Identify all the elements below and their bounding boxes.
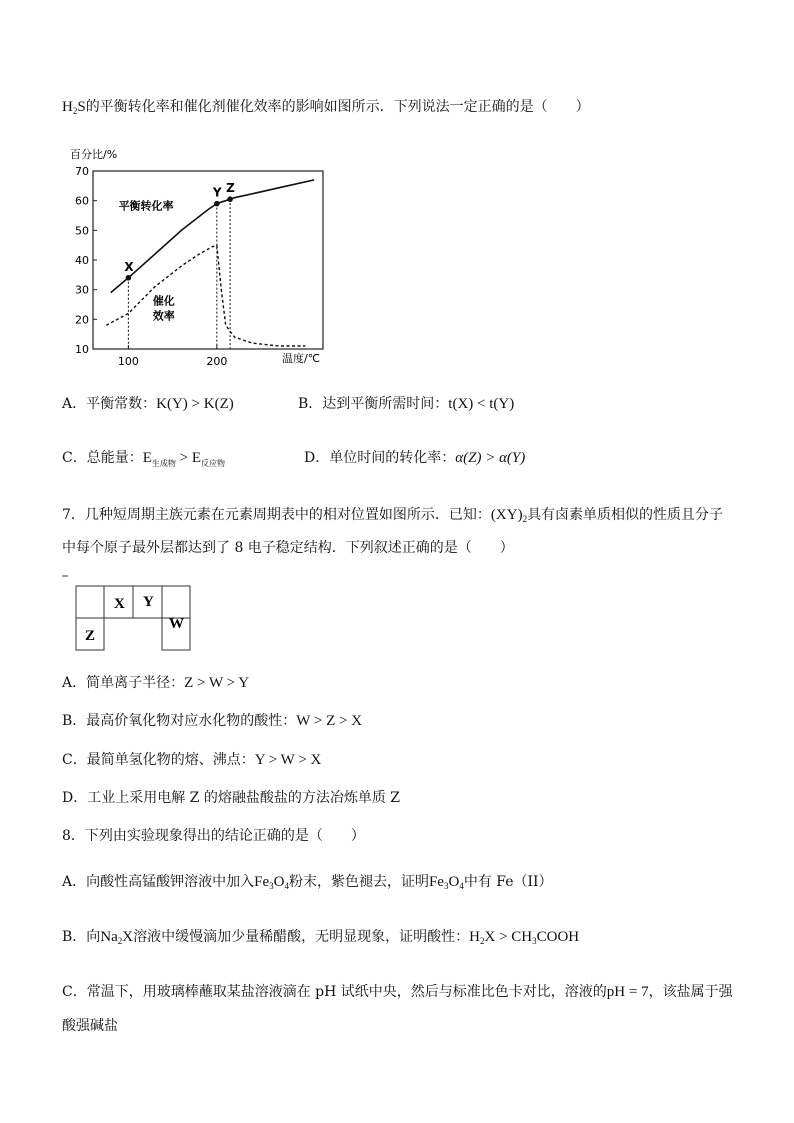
q8-option-c-line1: C．常温下，用玻璃棒蘸取某盐溶液滴在 pH 试纸中央，然后与标准比色卡对比，溶液的pH = 7，该盐属于强 [62, 984, 733, 1000]
q6-option-b: B．达到平衡所需时间：t(X) < t(Y) [298, 396, 515, 412]
x-tick-label: 200 [206, 355, 228, 368]
point-y [214, 201, 220, 207]
y-tick-label: 30 [75, 283, 89, 297]
point-label-x: X [124, 259, 134, 274]
point-label-z: Z [226, 181, 235, 196]
y-tick-label: 10 [75, 343, 89, 356]
q7-option-a: A．简单离子半径：Z > W > Y [62, 675, 250, 691]
cell-label-x: X [114, 596, 125, 612]
point-label-y: Y [212, 185, 222, 200]
q8-option-b: B．向$Na_2X$溶液中缓慢滴加少量稀醋酸，无明显现象，证明酸性：$H_2X$ > $CH_3COOH$ [62, 929, 580, 946]
chart-annotation: 效率 [152, 309, 175, 323]
y-tick-label: 60 [75, 194, 89, 208]
h2s-formula: $H_2S$ [62, 99, 86, 116]
q7-option-c: C．最简单氢化物的熔、沸点：Y > W > X [62, 752, 322, 768]
chart-xlabel: 温度/℃ [282, 352, 321, 365]
q6-stem: $H_2S$的平衡转化率和催化剂催化效率的影响如图所示．下列说法一定正确的是（ ） [62, 99, 590, 116]
y-tick-label: 50 [75, 224, 89, 238]
point-x [126, 275, 132, 281]
q7-option-b: B．最高价氧化物对应水化物的酸性：W > Z > X [62, 713, 363, 729]
series-line-catalytic-efficiency [106, 245, 305, 346]
q6-option-d: D．单位时间的转化率：α(Z) > α(Y) [304, 450, 526, 466]
q7-stem-line1: 7．几种短周期主族元素在元素周期表中的相对位置如图所示．已知：$(XY)_2$具有卤素单质相似的性质且分子 [62, 507, 724, 524]
table-cell-empty-2 [162, 586, 190, 618]
y-tick-label: 20 [75, 313, 89, 327]
q8-option-c-line2: 酸强碱盐 [62, 1018, 118, 1034]
y-tick-label: 40 [75, 254, 89, 267]
conversion-efficiency-chart [60, 140, 340, 370]
q7-stem-line2: 中每个原子最外层都达到了 8 电子稳定结构．下列叙述正确的是（ ） [62, 540, 514, 556]
periodic-table-fragment [62, 574, 202, 654]
cell-label-w: W [169, 616, 184, 632]
q6-option-a: A．平衡常数：K(Y) > K(Z) [62, 396, 234, 412]
point-z [227, 196, 233, 202]
q6-option-c: C．总能量：$E_{生成物} > E_{反应物}$ [62, 450, 226, 468]
x-tick-label: 100 [117, 355, 139, 368]
cell-label-z: Z [85, 628, 96, 644]
chart-annotation: 平衡转化率 [118, 199, 174, 213]
q8-option-a: A．向酸性高锰酸钾溶液中加入$Fe_3O_4$粉末，紫色褪去，证明$Fe_3O_4$中有 Fe（II） [62, 874, 553, 891]
y-tick-label: 70 [75, 165, 89, 178]
cell-label-y: Y [143, 594, 154, 610]
q7-option-d: D．工业上采用电解 Z 的熔融盐酸盐的方法冶炼单质 Z [62, 790, 401, 806]
chart-annotation: 催化 [152, 294, 175, 308]
chart-ylabel: 百分比/% [70, 148, 118, 161]
table-cell-empty-1 [76, 586, 104, 618]
q8-stem: 8．下列由实验现象得出的结论正确的是（ ） [62, 828, 365, 844]
